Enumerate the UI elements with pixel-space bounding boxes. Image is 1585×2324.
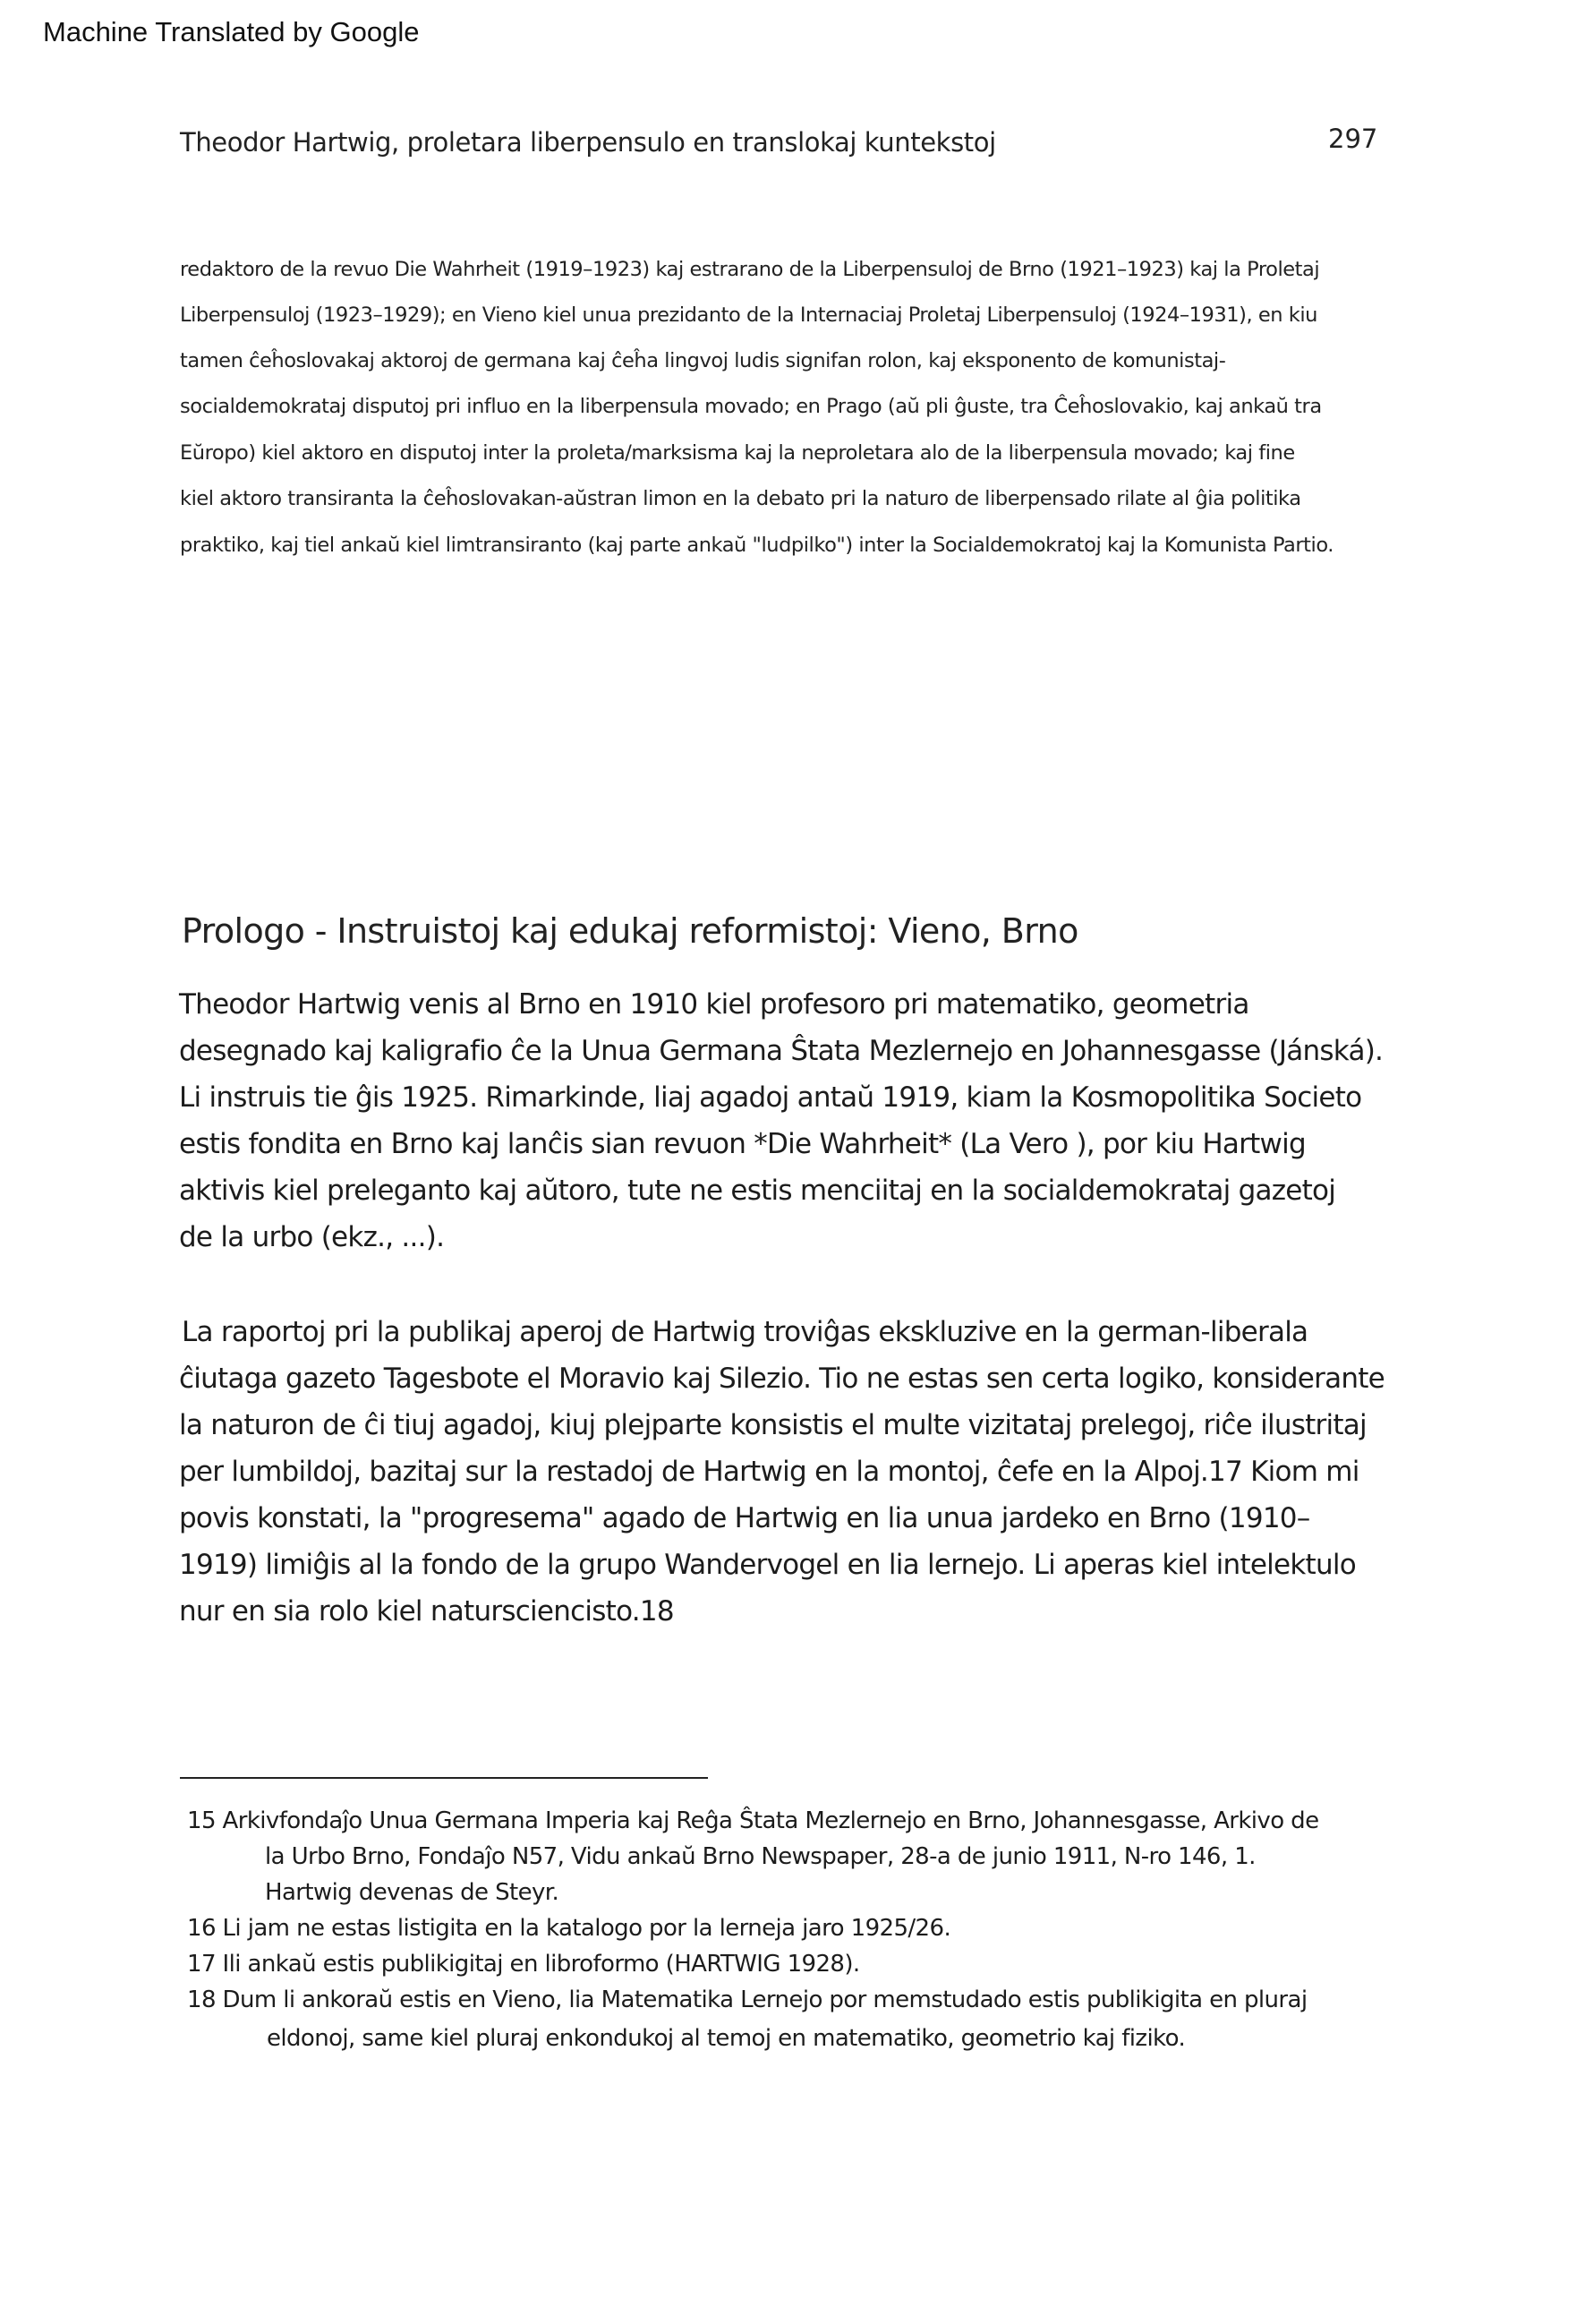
text-line: estis fondita en Brno kaj lanĉis sian revuon *Die Wahrheit* (La Vero ), por kiu Hartwig xyxy=(179,1128,1306,1160)
footnote-line: 16 Li jam ne estas listigita en la katalogo por la lerneja jaro 1925/26. xyxy=(187,1915,951,1942)
text-line: socialdemokrataj disputoj pri influo en la liberpensula movado; en Prago (aŭ pli ĝuste, tra Ĉeĥoslovakio, kaj ankaŭ tra xyxy=(180,395,1322,418)
footnote-line: 17 Ili ankaŭ estis publikigitaj en libroformo (HARTWIG 1928). xyxy=(187,1951,860,1978)
footnote-line: eldonoj, same kiel pluraj enkondukoj al temoj en matematiko, geometrio kaj fiziko. xyxy=(267,2025,1186,2052)
page-number: 297 xyxy=(1328,124,1378,154)
machine-translation-watermark: Machine Translated by Google xyxy=(43,16,420,47)
text-line: Theodor Hartwig venis al Brno en 1910 kiel profesoro pri matematiko, geometria xyxy=(179,988,1249,1021)
footnote-line: Hartwig devenas de Steyr. xyxy=(265,1879,559,1906)
footnote-separator xyxy=(180,1777,708,1779)
text-line: La raportoj pri la publikaj aperoj de Hartwig troviĝas ekskluzive en la german-liberala xyxy=(182,1316,1308,1348)
footnote-line: 15 Arkivfondaĵo Unua Germana Imperia kaj Reĝa Ŝtata Mezlernejo en Brno, Johannesgasse, Arkivo de xyxy=(187,1807,1319,1834)
text-line: aktivis kiel preleganto kaj aŭtoro, tute ne estis menciitaj en la socialdemokrataj gazetoj xyxy=(179,1175,1336,1207)
text-line: praktiko, kaj tiel ankaŭ kiel limtransiranto (kaj parte ankaŭ "ludpilko") inter la Socialdemokratoj kaj la Komunista Partio. xyxy=(180,534,1334,557)
text-line: povis konstati, la "progresema" agado de Hartwig en lia unua jardeko en Brno (1910– xyxy=(179,1502,1310,1534)
text-line: desegnado kaj kaligrafio ĉe la Unua Germana Ŝtata Mezlernejo en Johannesgasse (Jánská). xyxy=(179,1035,1384,1067)
text-line: de la urbo (ekz., ...). xyxy=(179,1221,445,1253)
text-line: redaktoro de la revuo Die Wahrheit (1919–1923) kaj estrarano de la Liberpensuloj de Brno (1921–1923) kaj la Proletaj xyxy=(180,258,1320,281)
text-line: Eŭropo) kiel aktoro en disputoj inter la proleta/marksisma kaj la neproletara alo de la liberpensula movado; kaj fine xyxy=(180,441,1295,465)
text-line: tamen ĉeĥoslovakaj aktoroj de germana kaj ĉeĥa lingvoj ludis signifan rolon, kaj eksponento de komunistaj- xyxy=(180,349,1226,372)
text-line: 1919) limiĝis al la fondo de la grupo Wandervogel en lia lernejo. Li aperas kiel intelektulo xyxy=(179,1549,1356,1581)
text-line: nur en sia rolo kiel natursciencisto.18 xyxy=(179,1595,674,1628)
footnote-line: la Urbo Brno, Fondaĵo N57, Vidu ankaŭ Brno Newspaper, 28-a de junio 1911, N-ro 146, 1. xyxy=(265,1843,1256,1870)
text-line: kiel aktoro transiranta la ĉeĥoslovakan-aŭstran limon en la debato pri la naturo de liberpensado rilate al ĝia politika xyxy=(180,487,1301,510)
text-line: Liberpensuloj (1923–1929); en Vieno kiel unua prezidanto de la Internaciaj Proletaj Liberpensuloj (1924–1931), en kiu xyxy=(180,303,1317,327)
text-line: la naturon de ĉi tiuj agadoj, kiuj plejparte konsistis el multe vizitataj prelegoj, riĉe ilustritaj xyxy=(179,1409,1367,1441)
running-header-title: Theodor Hartwig, proletara liberpensulo en translokaj kuntekstoj xyxy=(180,127,996,158)
text-line: ĉiutaga gazeto Tagesbote el Moravio kaj Silezio. Tio ne estas sen certa logiko, konsiderante xyxy=(179,1363,1385,1395)
footnote-line: 18 Dum li ankoraŭ estis en Vieno, lia Matematika Lernejo por memstudado estis publikigita en pluraj xyxy=(187,1987,1308,2013)
text-line: Li instruis tie ĝis 1925. Rimarkinde, liaj agadoj antaŭ 1919, kiam la Kosmopolitika Societo xyxy=(179,1081,1362,1114)
section-heading: Prologo - Instruistoj kaj edukaj reformistoj: Vieno, Brno xyxy=(182,911,1078,951)
text-line: per lumbildoj, bazitaj sur la restadoj de Hartwig en la montoj, ĉefe en la Alpoj.17 Kiom mi xyxy=(179,1456,1359,1488)
